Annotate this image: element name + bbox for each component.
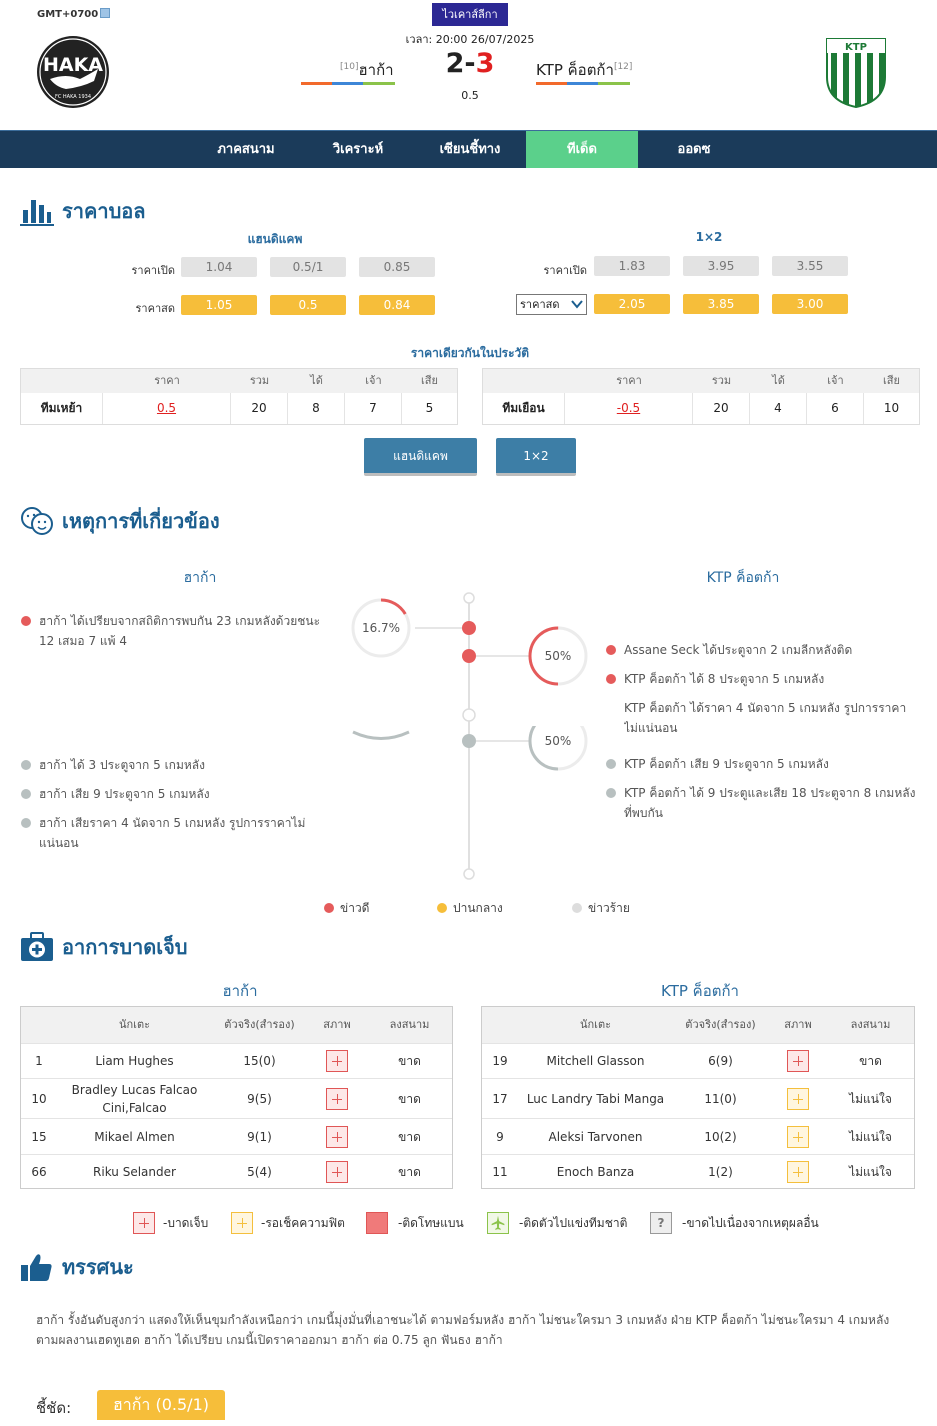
away-bad-percent: 50%: [544, 734, 572, 748]
odds-type-select[interactable]: ราคาสด: [516, 294, 587, 315]
score: 2-3: [445, 48, 495, 79]
legend-neutral: ปานกลาง: [437, 899, 503, 918]
events-home-team: ฮาก้า: [183, 570, 217, 586]
handicap-value: 0.5: [461, 89, 479, 102]
injured-icon: [787, 1050, 809, 1072]
key-suspended: -ติดโทษแบน: [366, 1212, 464, 1234]
handicap-open-line[interactable]: 0.5/1: [270, 257, 346, 277]
away-team-name[interactable]: KTP ค็อตก้า[12]: [536, 61, 633, 79]
table-row: ทีมเยือน -0.5 20 4 6 10: [483, 393, 919, 424]
fitness-doubt-icon: [787, 1161, 809, 1183]
handicap-live-home[interactable]: 1.05: [181, 295, 257, 315]
thumbs-up-icon: [20, 1252, 54, 1282]
away-team-form-bar: [536, 82, 630, 85]
faces-icon: [20, 506, 54, 536]
injuries-section-title: อาการบาดเจ็บ: [20, 932, 188, 962]
handicap-heading: แฮนดิแคพ: [247, 232, 303, 246]
airplane-icon: [487, 1212, 509, 1234]
table-row: 9 Aleksi Tarvonen 10(2) ไม่แน่ใจ: [482, 1118, 914, 1154]
events-away-team: KTP ค็อตก้า: [706, 570, 780, 586]
pick-label: ชี้ชัด:: [36, 1399, 72, 1417]
key-national: -ติดตัวไปแข่งทีมชาติ: [487, 1212, 627, 1234]
bar-chart-icon: [20, 196, 54, 226]
x12-open-label: ราคาเปิด: [543, 264, 587, 277]
handicap-button[interactable]: แฮนดิแคพ: [364, 438, 477, 476]
injured-icon: [133, 1212, 155, 1234]
table-row: 1 Liam Hughes 15(0) ขาด: [21, 1043, 452, 1078]
svg-text:KTP: KTP: [845, 42, 867, 53]
timezone-selector[interactable]: GMT+0700: [37, 8, 110, 20]
history-table-away: ราคา รวม ได้ เจ้า เสีย ทีมเยือน -0.5 20 4 6 10: [482, 368, 920, 425]
key-fitness: -รอเช็คความฟิต: [231, 1212, 345, 1234]
main-nav: [0, 130, 937, 168]
table-row: 19 Mitchell Glasson 6(9) ขาด: [482, 1043, 914, 1078]
x12-live-draw[interactable]: 3.85: [683, 294, 759, 314]
events-section-title: เหตุการที่เกี่ยวข้อง: [20, 506, 220, 536]
svg-text:FC HAKA 1934: FC HAKA 1934: [54, 94, 92, 100]
suspended-icon: [366, 1212, 388, 1234]
fitness-doubt-icon: [231, 1212, 253, 1234]
table-row: ทีมเหย้า 0.5 20 8 7 5: [21, 393, 457, 424]
chevron-down-icon: [571, 298, 583, 310]
event-item: Assane Seck ได้ประตูจาก 2 เกมลีกหลังติด: [624, 640, 919, 660]
prediction-text: ฮาก้า รั้งอันดับสูงกว่า แสดงให้เห็นขุมกำลังเหนือกว่า เกมนี้มุ่งมั่นที่เอาชนะได้ ตามฟอร์มหลัง ฮาก้า ไม่ชนะใครมา 3 เกมหลัง ฝ่าย KTP ค็อตก้า ไม่ชนะใครมา 4 เกมหลัง ตามผลงานเฮดทูเฮด ฮาก้า ได้เปรียบ เกมนี้เปิดราคาออกมา ฮาก้า ต่อ 0.75 ลูก ฟันธง ฮาก้า: [36, 1313, 890, 1347]
first-aid-icon: [20, 932, 54, 962]
handicap-open-away[interactable]: 0.85: [359, 257, 435, 277]
injuries-table-home: นักเตะ ตัวจริง(สำรอง) สภาพ ลงสนาม 1 Liam Hughes 15(0) ขาด 10 Bradley Lucas Falcao Cini,Falcao 9(5) ขาด 15 Mikael Almen 9(1) ขาด 66 Riku Selander 5(4) ขาด: [20, 1006, 453, 1189]
home-team-logo: [36, 35, 110, 109]
history-table-home: ราคา รวม ได้ เจ้า เสีย ทีมเหย้า 0.5 20 8 7 5: [20, 368, 458, 425]
injuries-home-team: ฮาก้า: [222, 982, 258, 1000]
table-row: 66 Riku Selander 5(4) ขาด: [21, 1154, 452, 1188]
event-item: KTP ค็อตก้า เสีย 9 ประตูจาก 5 เกมหลัง: [624, 754, 919, 774]
table-row: 15 Mikael Almen 9(1) ขาด: [21, 1118, 452, 1154]
history-price-link[interactable]: -0.5: [616, 401, 641, 415]
home-team-name[interactable]: [10]ฮาก้า: [340, 61, 394, 79]
nav-tab-field[interactable]: ภาคสนาม: [217, 142, 275, 157]
injured-icon: [326, 1088, 348, 1110]
handicap-open-label: ราคาเปิด: [131, 264, 175, 277]
home-good-percent: 16.7%: [361, 621, 401, 635]
injuries-table-away: นักเตะ ตัวจริง(สำรอง) สภาพ ลงสนาม 19 Mitchell Glasson 6(9) ขาด 17 Luc Landry Tabi Manga 11(0) ไม่แน่ใจ 9 Aleksi Tarvonen 10(2) ไม่แน่ใจ 11 Enoch Banza 1(2) ไม่แน่ใจ: [481, 1006, 915, 1189]
event-item: ฮาก้า ได้ 3 ประตูจาก 5 เกมหลัง: [39, 755, 334, 775]
key-injured: -บาดเจ็บ: [133, 1212, 208, 1234]
nav-tab-odds[interactable]: ออดซ: [677, 142, 711, 157]
x12-heading: 1×2: [695, 230, 723, 244]
injured-icon: [326, 1050, 348, 1072]
event-item: ฮาก้า เสีย 9 ประตูจาก 5 เกมหลัง: [39, 784, 334, 804]
fitness-doubt-icon: [787, 1126, 809, 1148]
injuries-away-team: KTP ค็อตก้า: [661, 982, 739, 1000]
x12-live-home[interactable]: 2.05: [594, 294, 670, 314]
league-badge[interactable]: ไวเคาส์ลีกา: [432, 3, 508, 26]
away-team-logo: [825, 37, 887, 109]
x12-open-home[interactable]: 1.83: [594, 256, 670, 276]
legend-good: ข่าวดี: [324, 899, 369, 918]
table-row: 10 Bradley Lucas Falcao Cini,Falcao 9(5) ขาด: [21, 1078, 452, 1118]
table-row: 11 Enoch Banza 1(2) ไม่แน่ใจ: [482, 1154, 914, 1188]
home-team-form-bar: [301, 82, 395, 85]
nav-tab-analysis[interactable]: วิเคราะห์: [332, 142, 384, 157]
match-time: เวลา: 20:00 26/07/2025: [405, 33, 535, 46]
timezone-edit-icon[interactable]: [100, 8, 110, 18]
key-other: ? -ขาดไปเนื่องจากเหตุผลอื่น: [650, 1212, 819, 1234]
event-item: ฮาก้า เสียราคา 4 นัดจาก 5 เกมหลัง รูปการราคาไม่แน่นอน: [39, 813, 334, 853]
event-item: ฮาก้า ได้เปรียบจากสถิติการพบกัน 23 เกมหลังด้วยชนะ 12 เสมอ 7 แพ้ 4: [39, 611, 334, 651]
injured-icon: [326, 1126, 348, 1148]
handicap-live-away[interactable]: 0.84: [359, 295, 435, 315]
fitness-doubt-icon: [787, 1088, 809, 1110]
handicap-live-label: ราคาสด: [135, 302, 175, 315]
x12-live-away[interactable]: 3.00: [772, 294, 848, 314]
away-good-percent: 50%: [544, 649, 572, 663]
x12-open-draw[interactable]: 3.95: [683, 256, 759, 276]
x12-open-away[interactable]: 3.55: [772, 256, 848, 276]
event-item: KTP ค็อตก้า ได้ 9 ประตูและเสีย 18 ประตูจาก 8 เกมหลังที่พบกัน: [624, 783, 919, 823]
table-row: 17 Luc Landry Tabi Manga 11(0) ไม่แน่ใจ: [482, 1078, 914, 1118]
nav-tab-picks[interactable]: ทีเด็ด: [526, 131, 638, 168]
history-heading: ราคาเดียวกันในประวัติ: [410, 346, 530, 360]
history-price-link[interactable]: 0.5: [156, 401, 177, 415]
event-item: KTP ค็อตก้า ได้ 8 ประตูจาก 5 เกมหลัง: [624, 669, 919, 689]
nav-tab-expert-tips[interactable]: เซียนชี้ทาง: [439, 142, 501, 157]
odds-section-title: ราคาบอล: [20, 196, 146, 226]
event-item: KTP ค็อตก้า ได้ราคา 4 นัดจาก 5 เกมหลัง รูปการราคาไม่แน่นอน: [624, 698, 919, 736]
x12-button[interactable]: 1×2: [496, 438, 576, 476]
prediction-section-title: ทรรศนะ: [20, 1252, 134, 1282]
svg-text:HAKA: HAKA: [42, 54, 104, 76]
injured-icon: [326, 1161, 348, 1183]
handicap-live-line[interactable]: 0.5: [270, 295, 346, 315]
handicap-open-home[interactable]: 1.04: [181, 257, 257, 277]
pick-badge: ฮาก้า (0.5/1): [97, 1390, 225, 1420]
match-header: [0, 0, 937, 130]
legend-bad: ข่าวร้าย: [572, 899, 630, 918]
question-icon: ?: [650, 1212, 672, 1234]
